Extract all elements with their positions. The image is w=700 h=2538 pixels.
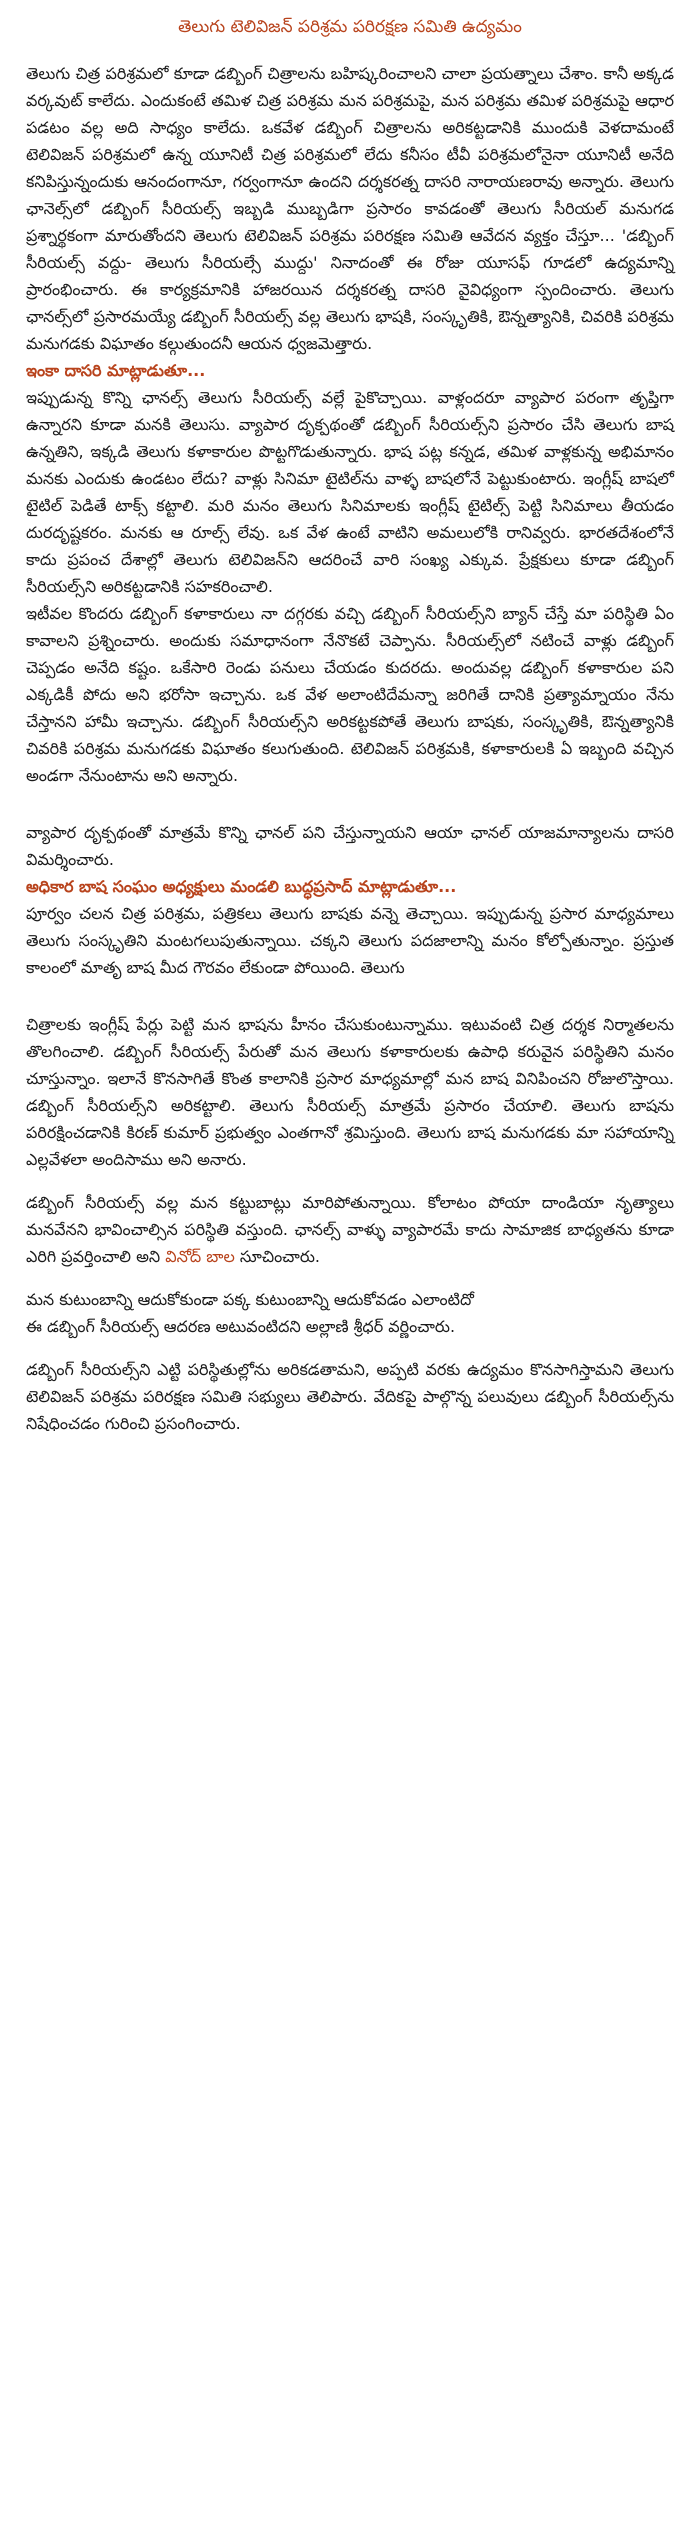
subheading-buddhaprasad: అధికార బాష సంఘం అధ్యక్షులు మండలి బుద్ధప్రసాద్ మాట్లాడుతూ... bbox=[26, 877, 457, 896]
subheading-dasari: ఇంకా దాసరి మాట్లాడుతూ... bbox=[26, 361, 206, 380]
speaker-name: వినోద్ బాల bbox=[165, 1247, 235, 1266]
paragraph-family-line2: ఈ డబ్బింగ్ సీరియల్స్ ఆదరణ అటువంటిదని అల్లాణి శ్రీధర్ వర్ణించారు. bbox=[26, 1317, 456, 1336]
paragraph-dubbing-artists: ఇటీవల కొందరు డబ్బింగ్ కళాకారులు నా దగ్గరకు వచ్చి డబ్బింగ్ సీరియల్స్‌ని బ్యాన్ చేస్తే మా పరిస్థితి ఏం కావాలని ప్రశ్నించారు. అందుకు సమాధానంగా నేనొకటే చెప్పాను. సీరియల్స్‌లో నటించే వాళ్లు డబ్బింగ్ చెప్పడం అనేది కష్టం. ఒకేసారి రెండు పనులు చేయడం కుదరదు. అందువల్ల డబ్బింగ్ కళాకారుల పని ఎక్కడికీ పోదు అని భరోసా ఇచ్చాను. ఒక వేళ అలాంటిదేమన్నా జరిగితే దానికి ప్రత్యామ్నాయం నేను చేస్తానని హామీ ఇచ్చాను. డబ్బింగ్ సీరియల్స్‌ని అరికట్టకపోతే తెలుగు బాషకు, సంస్కృతికి, ఔన్నత్యానికి చివరికి పరిశ్రమ మనుగడకు విఘాతం కలుగుతుంది. టెలివిజన్ పరిశ్రమకి, కళాకారులకి ఏ ఇబ్బంది వచ్చిన అండగా నేనుంటాను అని అన్నారు. bbox=[26, 604, 674, 785]
paragraph-culture-end: సూచించారు. bbox=[234, 1247, 320, 1266]
paragraph-culture-text: డబ్బింగ్ సీరియల్స్ వల్ల మన కట్టుబాట్లు మారిపోతున్నాయి. కోలాటం పోయా దాండియా నృత్యాలు మనవేనని భావించాల్సిన పరిస్థితి వస్తుంది. ఛానల్స్ వాళ్ళు వ్యాపారమే కాదు సామాజిక బాధ్యతను కూడా ఎరిగి ప్రవర్తించాలి అని bbox=[26, 1193, 674, 1266]
paragraph-criticism: వ్యాపార దృక్పథంతో మాత్రమే కొన్ని ఛానల్ పని చేస్తున్నాయని ఆయా ఛానల్ యాజమాన్యాలను దాసరి విమర్శించారు. bbox=[26, 823, 674, 869]
paragraph-movement: డబ్బింగ్ సీరియల్స్‌ని ఎట్టి పరిస్థితుల్లోను అరికడతామని, అప్పటి వరకు ఉద్యమం కొనసాగిస్తామని తెలుగు టెలివిజన్ పరిశ్రమ పరిరక్షణ సమితి సభ్యులు తెలిపారు. వేదికపై పాల్గొన్న పలువులు డబ్బింగ్ సీరియల్స్‌ను నిషేధించడం గురించి ప్రసంగించారు. bbox=[26, 1360, 674, 1433]
paragraph-channels: ఇప్పుడున్న కొన్ని ఛానల్స్ తెలుగు సీరియల్స్ వల్లే పైకొచ్చాయి. వాళ్లందరూ వ్యాపార పరంగా తృప్తిగా ఉన్నారని కూడా మనకి తెలుసు. వ్యాపార దృక్పథంతో డబ్బింగ్ సీరియల్స్‌ని ప్రసారం చేసి తెలుగు బాష ఉన్నతిని, ఇక్కడి తెలుగు కళాకారుల పొట్టగొడుతున్నారు. భాష పట్ల కన్నడ, తమిళ వాళ్లకున్న అభిమానం మనకు ఎందుకు ఉండటం లేదు? వాళ్లు సినిమా టైటిల్‌ను వాళ్ళ బాషలోనే పెట్టుకుంటారు. ఇంగ్లీష్ బాషలో టైటిల్ పెడితే టాక్స్ కట్టాలి. మరి మనం తెలుగు సినిమాలకు ఇంగ్లీష్ టైటిల్స్ పెట్టి సినిమాలు తీయడం దురదృష్టకరం. మనకు ఆ రూల్స్ లేవు. ఒక వేళ ఉంటే వాటిని అమలులోకి రానివ్వరు. భారతదేశంలోనే కాదు ప్రపంచ దేశాల్లో తెలుగు టెలివిజన్‌ని ఆదరించే వారి సంఖ్య ఎక్కువ. ప్రేక్షకులు కూడా డబ్బింగ్ సీరియల్స్‌ని అరికట్టడానికి సహకరించాలి. bbox=[26, 388, 674, 596]
paragraph-language-pride: పూర్వం చలన చిత్ర పరిశ్రమ, పత్రికలు తెలుగు బాషకు వన్నె తెచ్చాయి. ఇప్పుడున్న ప్రసార మాధ్యమాలు తెలుగు సంస్కృతిని మంటగలుపుతున్నాయి. చక్కని తెలుగు పదజాలాన్ని మనం కోల్పోతున్నాం. ప్రస్తుత కాలంలో మాతృ బాష మీద గౌరవం లేకుండా పోయింది. తెలుగు bbox=[26, 904, 674, 977]
paragraph-intro: తెలుగు చిత్ర పరిశ్రమలో కూడా డబ్బింగ్ చిత్రాలను బహిష్కరించాలని చాలా ప్రయత్నాలు చేశాం. కానీ అక్కడ వర్కవుట్ కాలేదు. ఎందుకంటే తమిళ చిత్ర పరిశ్రమ మన పరిశ్రమపై, మన పరిశ్రమ తమిళ పరిశ్రమపై ఆధార పడటం వల్ల అది సాధ్యం కాలేదు. ఒకవేళ డబ్బింగ్ చిత్రాలను అరికట్టడానికి ముందుకి వెళదామంటే టెలివిజన్ పరిశ్రమలో ఉన్న యూనిటీ చిత్ర పరిశ్రమలో లేదు కనీసం టీవీ పరిశ్రమలోనైనా యూనిటీ అనేది కనిపిస్తున్నందుకు ఆనందంగానూ, గర్వంగానూ ఉందని దర్శకరత్న దాసరి నారాయణరావు అన్నారు. తెలుగు ఛానెల్స్‌లో డబ్బింగ్ సీరియల్స్ ఇబ్బడి ముబ్బడిగా ప్రసారం కావడంతో తెలుగు సీరియల్ మనుగడ ప్రశ్నార్థకంగా మారుతోందని తెలుగు టెలివిజన్ పరిశ్రమ పరిరక్షణ సమితి ఆవేదన వ్యక్తం చేస్తూ... 'డబ్బింగ్ సీరియల్స్ వద్దు- తెలుగు సీరియల్సే ముద్దు' నినాదంతో ఈ రోజు యూసఫ్ గూడలో ఉద్యమాన్ని ప్రారంభించారు. ఈ కార్యక్రమానికి హాజరయిన దర్శకరత్న దాసరి వైవిధ్యంగా స్పందించారు. తెలుగు ఛానల్స్‌లో ప్రసారమయ్యే డబ్బింగ్ సీరియల్స్ వల్ల తెలుగు భాషకి, సంస్కృతికి, ఔన్నత్యానికి, చివరికి పరిశ్రమ మనుగడకు విఘాతం కల్గుతుందనీ ఆయన ధ్వజమెత్తారు. bbox=[26, 64, 674, 353]
paragraph-english-titles: చిత్రాలకు ఇంగ్లీష్ పేర్లు పెట్టి మన భాషను హీనం చేసుకుంటున్నాము. ఇటువంటి చిత్ర దర్శక నిర్మాతలను తొలగించాలి. డబ్బింగ్ సీరియల్స్ పేరుతో మన తెలుగు కళాకారులకు ఉపాధి కరువైన పరిస్థితిని మనం చూస్తున్నాం. ఇలానే కొనసాగితే కొంత కాలానికి ప్రసార మాధ్యమాల్లో మన బాష వినిపించని రోజులొస్తాయి. డబ్బింగ్ సీరియల్స్‌ని అరికట్టాలి. తెలుగు సీరియల్స్ మాత్రమే ప్రసారం చేయాలి. తెలుగు బాషను పరిరక్షించడానికి కిరణ్ కుమార్ ప్రభుత్వం ఎంతగానో శ్రమిస్తుంది. తెలుగు బాష మనుగడకు మా సహాయాన్ని ఎల్లవేళలా అందిసాము అని అనారు. bbox=[26, 1015, 674, 1169]
article-title: తెలుగు టెలివిజన్ పరిశ్రమ పరిరక్షణ సమితి ఉద్యమం bbox=[178, 17, 522, 37]
paragraph-culture bbox=[26, 1189, 674, 1270]
paragraph-family-line1: మన కుటుంబాన్ని ఆదుకోకుండా పక్క కుటుంబాన్ని ఆదుకోవడం ఎలాంటిదో bbox=[26, 1290, 474, 1309]
